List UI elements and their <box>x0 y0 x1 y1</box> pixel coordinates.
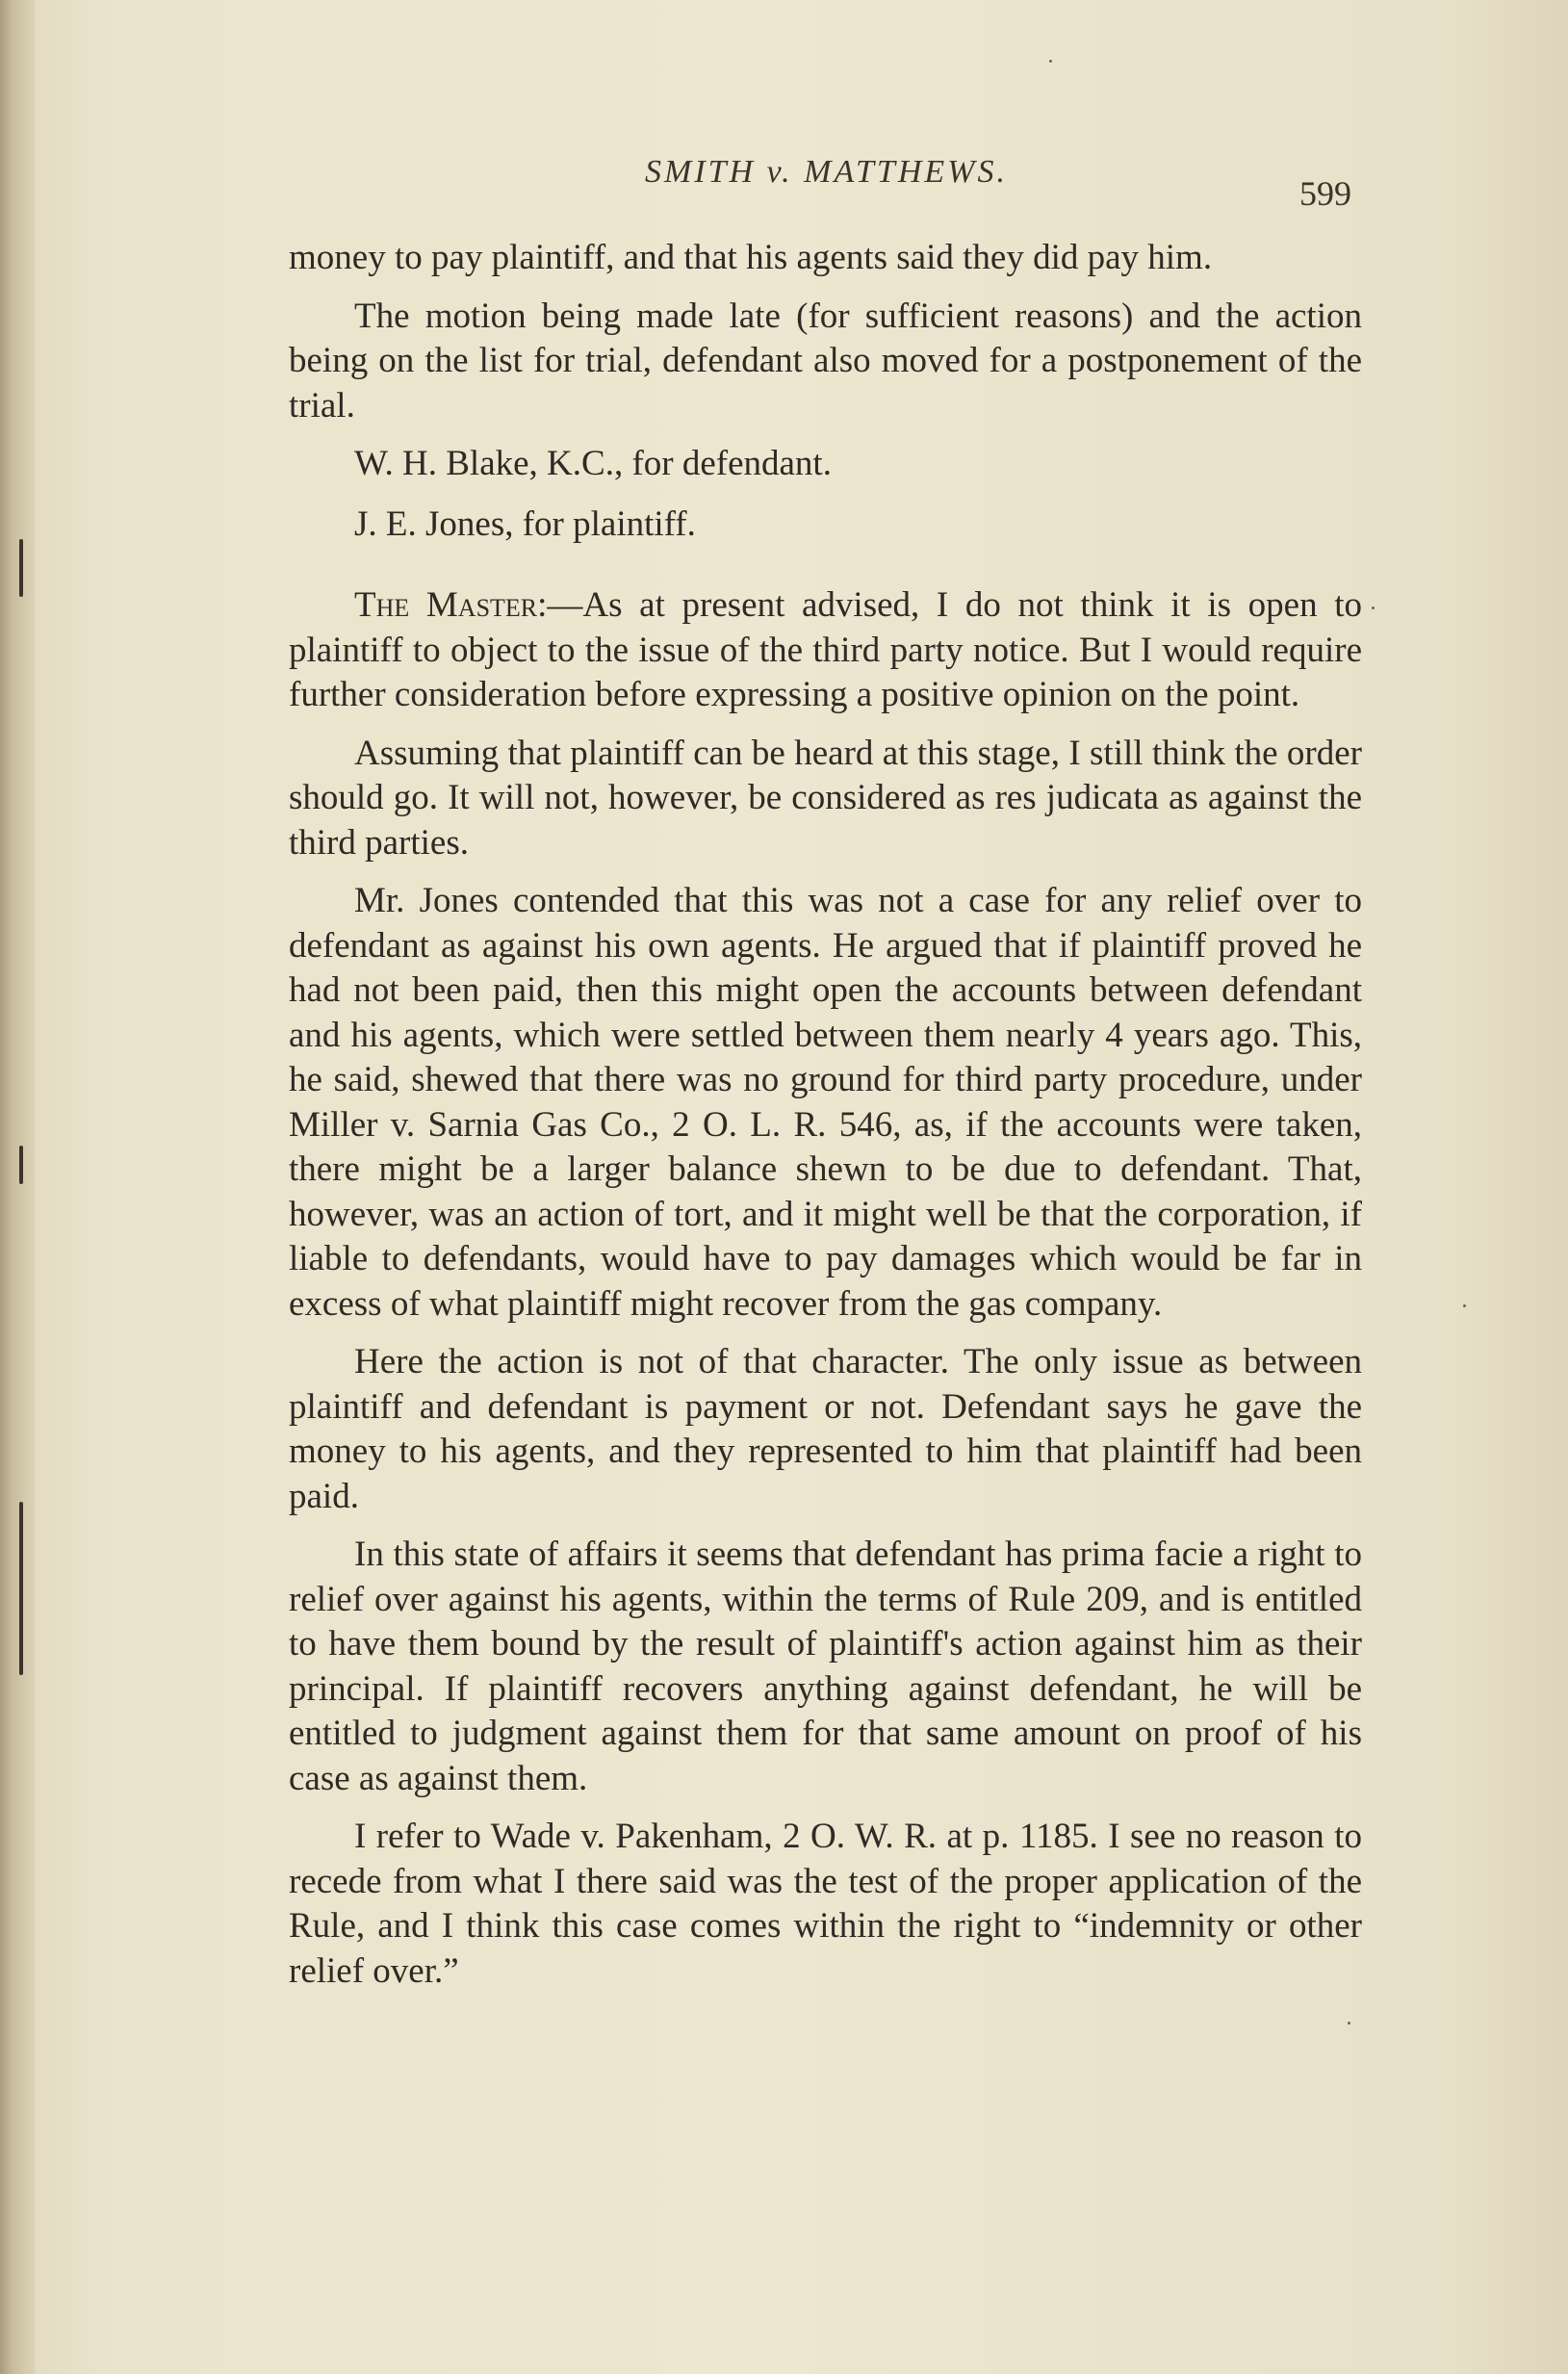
paragraph: Assuming that plaintiff can be heard at this stage, I still think the order should go. It will not, however, be considered as res judicata as against the third parties. <box>289 733 1362 863</box>
counsel-defendant: W. H. Blake, K.C., for defendant. <box>354 444 832 483</box>
gutter-mark <box>19 1502 23 1675</box>
body-text <box>289 236 1362 2007</box>
paper-speck <box>1463 1304 1466 1307</box>
page-binding-edge <box>0 0 35 2374</box>
page-number: 599 <box>1299 174 1351 213</box>
counsel-plaintiff: J. E. Jones, for plaintiff. <box>354 503 696 544</box>
gutter-mark <box>19 1146 23 1184</box>
paragraph: money to pay plaintiff, and that his agents said they did pay him. <box>289 238 1213 277</box>
paragraph: Here the action is not of that character. The only issue as between plaintiff and defendant is payment or not. Defendant says he gave the money to his agents, and they represented to him that plaintiff had been paid. <box>289 1342 1362 1516</box>
paragraph: In this state of affairs it seems that defendant has prima facie a right to relief over against his agents, within the terms of Rule 209, and is entitled to have them bound by the result of plaintiff's action against him as their principal. If plaintiff recovers anything against defendant, he will be entitled to judgment against them for that same amount on proof of his case as against them. <box>289 1535 1362 1798</box>
gutter-mark <box>19 539 23 597</box>
paper-speck <box>1049 60 1052 63</box>
paragraph: The motion being made late (for sufficient reasons) and the action being on the list for trial, defendant also moved for a postponement of the trial. <box>289 296 1362 426</box>
paper-speck <box>1348 2022 1350 2025</box>
speaker-name: The Master <box>354 585 538 625</box>
paragraph-text: :—As at present advised, I do not think it is open to plaintiff to object to the issue of the third party notice. But I would require further consideration before expressing a positive opinion on the point. <box>289 585 1362 714</box>
paper-speck <box>1372 606 1375 609</box>
paragraph-judgment-opening <box>289 583 1362 718</box>
paragraph: Mr. Jones contended that this was not a case for any relief over to defendant as against his own agents. He argued that if plaintiff proved he had not been paid, then this might open the accounts between defendant and his agents, which were settled between them nearly 4 years ago. This, he said, shewed that there was no ground for third party procedure, under Miller v. Sarnia Gas Co., 2 O. L. R. 546, as, if the accounts were taken, there might be a larger balance shewn to be due to defendant. That, however, was an action of tort, and it might well be that the corporation, if liable to defendants, would have to pay damages which would be far in excess of what plaintiff might recover from the gas company. <box>289 881 1362 1324</box>
running-title: SMITH v. MATTHEWS. <box>645 154 1008 190</box>
running-head <box>0 154 1568 212</box>
paragraph: I refer to Wade v. Pakenham, 2 O. W. R. at p. 1185. I see no reason to recede from what I there said was the test of the proper application of the Rule, and I think this case comes within the right to “indemnity or other relief over.” <box>289 1817 1362 1991</box>
